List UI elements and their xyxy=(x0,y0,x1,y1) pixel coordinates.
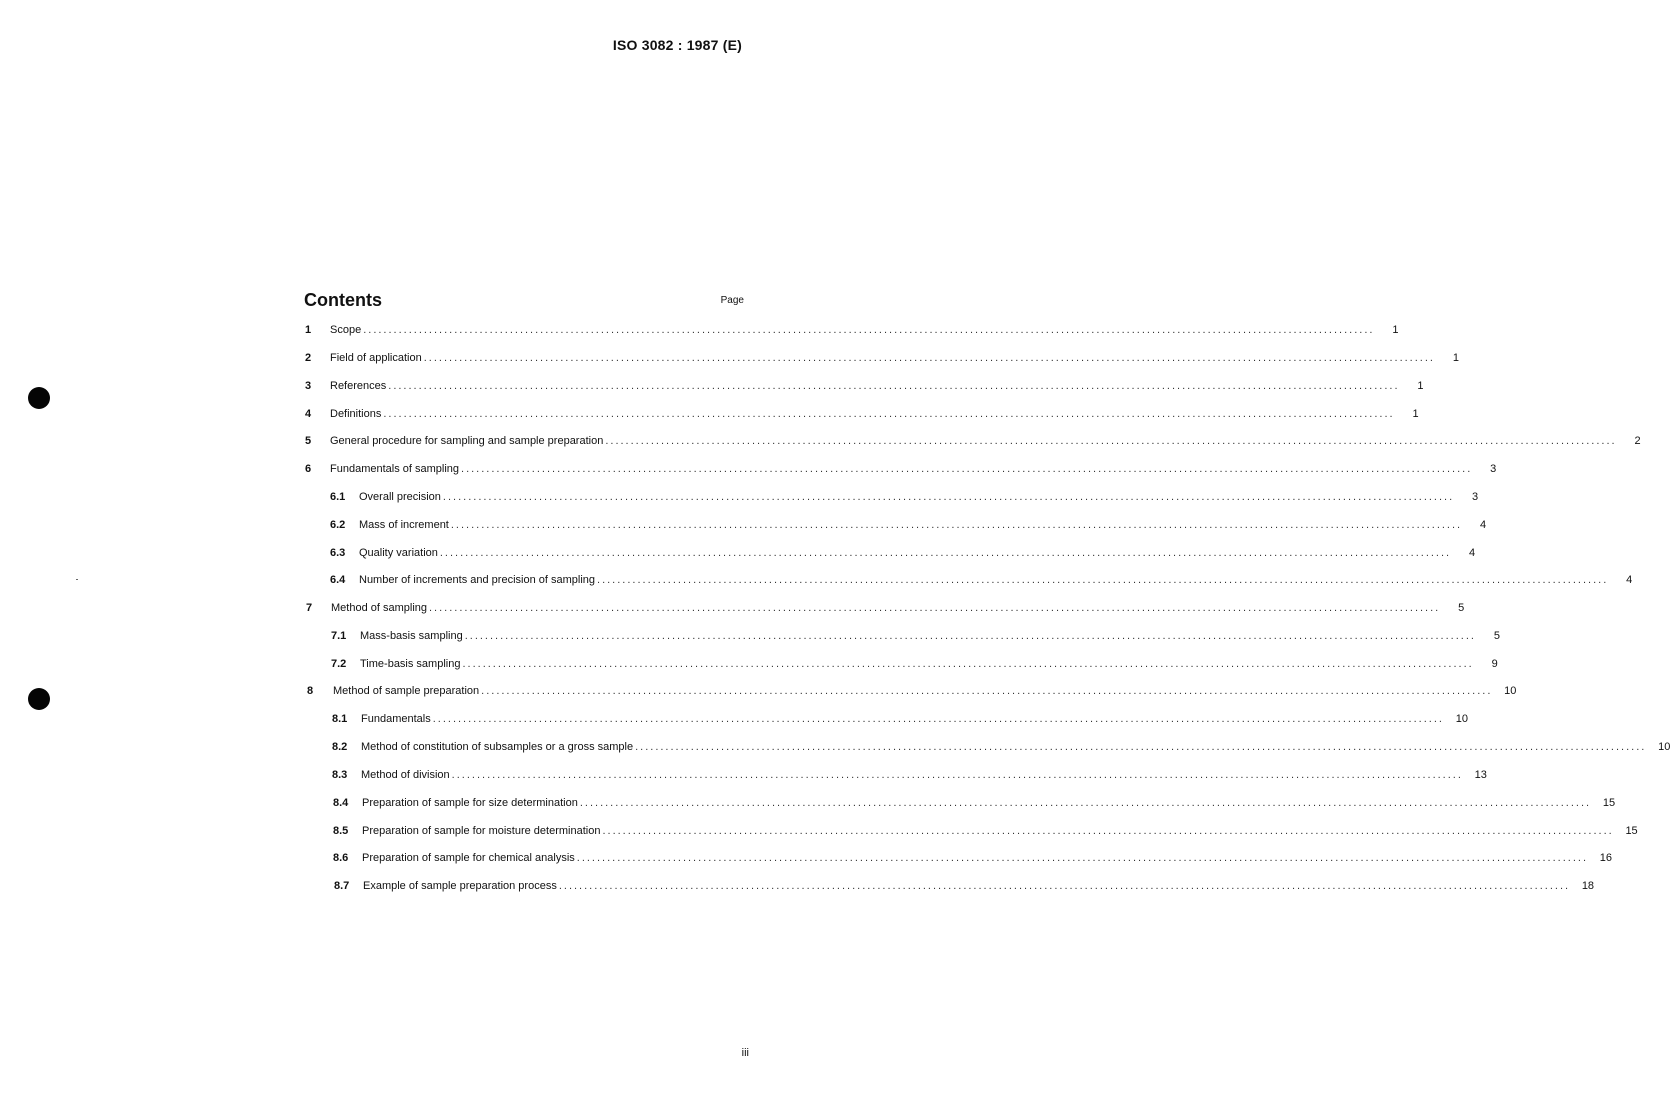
toc-leader: ........................................................................................................................................................................................................ xyxy=(429,602,1441,614)
toc-entry[interactable] xyxy=(330,571,1633,589)
toc-number: 6 xyxy=(305,463,312,475)
toc-leader: ........................................................................................................................................................................................................ xyxy=(451,769,1463,781)
document-id: ISO 3082 : 1987 (E) xyxy=(612,37,742,53)
toc-leader: ........................................................................................................................................................................................................ xyxy=(576,852,1588,864)
toc-number: 6.2 xyxy=(330,519,346,531)
toc-number: 8.3 xyxy=(332,769,348,781)
toc-page: 4 xyxy=(1468,547,1476,559)
toc-leader: ........................................................................................................................................................................................................ xyxy=(461,463,1473,475)
toc-entry[interactable] xyxy=(330,488,1479,506)
toc-number: 8.4 xyxy=(333,797,349,809)
toc-label: Scope xyxy=(330,324,362,336)
toc-number: 6.4 xyxy=(330,574,346,586)
toc-number: 7.1 xyxy=(331,630,347,642)
toc-label: Method of sample preparation xyxy=(333,685,480,697)
toc-page: 15 xyxy=(1625,825,1638,837)
toc-label: Method of constitution of subsamples or a gross sample xyxy=(361,741,634,753)
toc-leader: ........................................................................................................................................................................................................ xyxy=(635,741,1647,753)
toc-page: 1 xyxy=(1392,324,1399,336)
toc-leader: ........................................................................................................................................................................................................ xyxy=(602,825,1614,837)
toc-page: 13 xyxy=(1474,769,1487,781)
toc-entry[interactable] xyxy=(307,682,1517,700)
toc-label: Method of division xyxy=(361,769,450,781)
toc-page: 10 xyxy=(1658,741,1670,753)
toc-entry[interactable] xyxy=(331,655,1498,673)
toc-leader: ........................................................................................................................................................................................................ xyxy=(442,491,1455,503)
toc-entry[interactable] xyxy=(333,849,1612,867)
toc-number: 1 xyxy=(305,324,312,336)
toc-number: 8.2 xyxy=(332,741,348,753)
toc-leader: ........................................................................................................................................................................................................ xyxy=(363,324,1375,336)
toc-entry[interactable] xyxy=(332,766,1487,784)
toc-number: 8.6 xyxy=(333,852,349,864)
toc-entry[interactable] xyxy=(305,377,1424,395)
toc-number: 8.1 xyxy=(332,713,348,725)
toc-page: 15 xyxy=(1602,797,1616,809)
toc-leader: ........................................................................................................................................................................................................ xyxy=(423,352,1435,364)
toc-page: 18 xyxy=(1581,880,1595,892)
toc-label: Quality variation xyxy=(359,547,438,559)
toc-label: Preparation of sample for chemical analysis xyxy=(362,852,575,864)
toc-entry[interactable] xyxy=(330,544,1476,562)
toc-entry[interactable] xyxy=(332,738,1670,756)
toc-label: Time-basis sampling xyxy=(360,658,461,670)
toc-label: Number of increments and precision of sampling xyxy=(359,574,596,586)
toc-number: 7.2 xyxy=(331,658,347,670)
toc-label: Fundamentals xyxy=(361,713,431,725)
toc-page: 3 xyxy=(1490,463,1497,475)
toc-label: Mass-basis sampling xyxy=(360,630,463,642)
toc-number: 6.1 xyxy=(330,491,346,503)
toc-number: 5 xyxy=(305,435,312,447)
toc-leader: ........................................................................................................................................................................................................ xyxy=(439,547,1452,559)
toc-page: 9 xyxy=(1491,658,1498,670)
toc-page: 1 xyxy=(1412,408,1419,420)
toc-entry[interactable] xyxy=(332,710,1468,728)
toc-leader: ........................................................................................................................................................................................................ xyxy=(388,380,1400,392)
toc-leader: ........................................................................................................................................................................................................ xyxy=(462,658,1474,670)
page-column-label: Page xyxy=(720,295,744,306)
toc-entry[interactable] xyxy=(305,432,1641,450)
toc-entry[interactable] xyxy=(305,321,1399,339)
toc-page: 3 xyxy=(1472,491,1479,503)
toc-page: 1 xyxy=(1452,352,1459,364)
toc-label: Example of sample preparation process xyxy=(363,880,557,892)
toc-leader: ........................................................................................................................................................................................................ xyxy=(605,435,1617,447)
toc-label: Method of sampling xyxy=(331,602,427,614)
toc-page: 1 xyxy=(1417,380,1424,392)
toc-number: 4 xyxy=(305,408,312,420)
toc-entry[interactable] xyxy=(331,627,1500,645)
toc-entry[interactable] xyxy=(305,405,1419,423)
toc-label: Preparation of sample for size determination xyxy=(362,797,578,809)
toc-number: 2 xyxy=(305,352,312,364)
toc-number: 6.3 xyxy=(330,547,346,559)
toc-label: Preparation of sample for moisture determination xyxy=(362,825,601,837)
toc-label: References xyxy=(330,380,387,392)
toc-leader: ........................................................................................................................................................................................................ xyxy=(432,713,1444,725)
toc-leader: ........................................................................................................................................................................................................ xyxy=(597,574,1609,586)
toc-number: 7 xyxy=(306,602,313,614)
footer-page-number: iii xyxy=(741,1047,749,1059)
toc-label: Field of application xyxy=(330,352,422,364)
toc-page: 10 xyxy=(1504,685,1517,697)
toc-label: Mass of increment xyxy=(359,519,449,531)
toc-page: 4 xyxy=(1479,519,1487,531)
toc-page: 2 xyxy=(1634,435,1641,447)
toc-leader: ........................................................................................................................................................................................................ xyxy=(464,630,1476,642)
toc-number: 8.7 xyxy=(334,880,350,892)
toc-number: 3 xyxy=(305,380,312,392)
toc-leader: ........................................................................................................................................................................................................ xyxy=(450,519,1463,531)
toc-entry[interactable] xyxy=(333,822,1638,840)
toc-entry[interactable] xyxy=(333,794,1616,812)
toc-label: General procedure for sampling and sample preparation xyxy=(330,435,604,447)
toc-entry[interactable] xyxy=(330,516,1487,534)
punch-hole-bottom xyxy=(28,688,50,710)
toc-label: Fundamentals of sampling xyxy=(330,463,460,475)
punch-hole-top xyxy=(28,387,50,409)
toc-page: 5 xyxy=(1493,630,1500,642)
toc-number: 8 xyxy=(307,685,314,697)
toc-leader: ........................................................................................................................................................................................................ xyxy=(558,880,1571,892)
toc-entry[interactable] xyxy=(334,877,1595,895)
toc-label: Definitions xyxy=(330,408,382,420)
toc-leader: ........................................................................................................................................................................................................ xyxy=(481,685,1493,697)
toc-entry[interactable] xyxy=(305,349,1459,367)
toc-page: 5 xyxy=(1458,602,1465,614)
toc-label: Overall precision xyxy=(359,491,441,503)
toc-entry[interactable] xyxy=(306,599,1465,617)
toc-leader: ........................................................................................................................................................................................................ xyxy=(383,408,1395,420)
scan-speck xyxy=(76,579,78,580)
toc-entry[interactable] xyxy=(305,460,1497,478)
toc-number: 8.5 xyxy=(333,825,349,837)
toc-page: 16 xyxy=(1599,852,1612,864)
contents-title: Contents xyxy=(304,290,382,310)
toc-page: 10 xyxy=(1455,713,1468,725)
toc-leader: ........................................................................................................................................................................................................ xyxy=(579,797,1592,809)
toc-page: 4 xyxy=(1626,574,1633,586)
